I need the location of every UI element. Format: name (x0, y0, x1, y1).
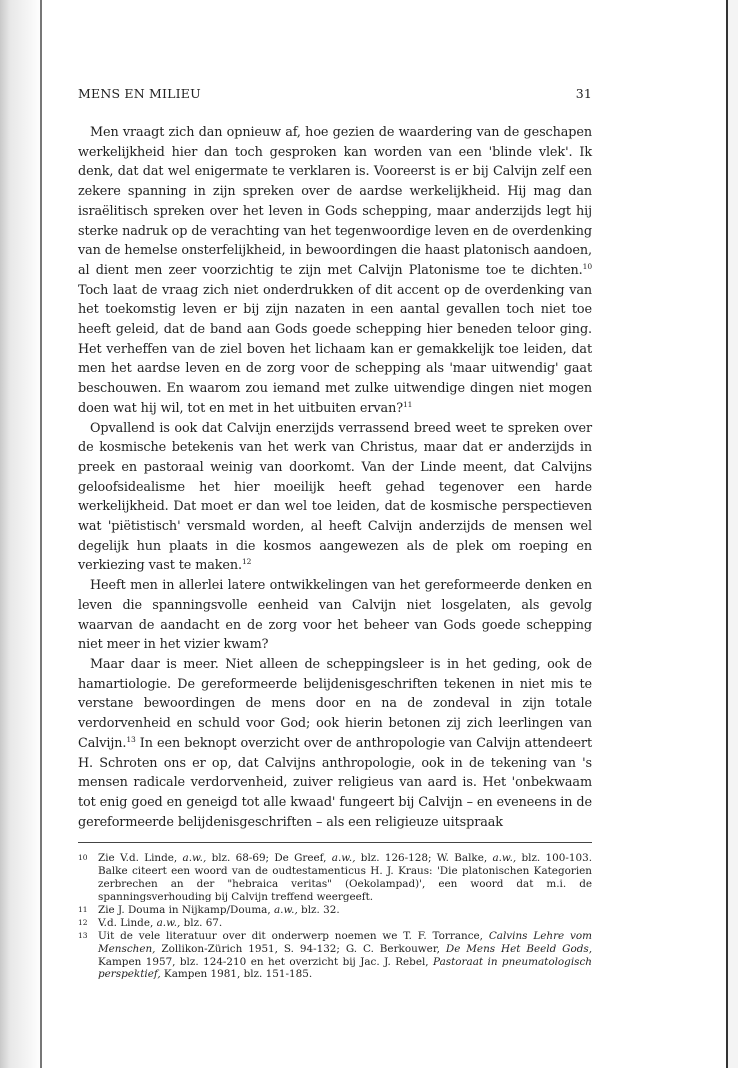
footnote (78, 930, 592, 982)
scan-right-margin (728, 0, 738, 1068)
body-text (78, 123, 592, 832)
footnote-number: 13 (78, 930, 88, 940)
running-head-title: MENS EN MILIEU (78, 86, 201, 101)
footnote (78, 917, 592, 930)
body-paragraph (78, 576, 592, 655)
footnote-text-run: blz. 100-103. Balke citeert een woord van de oudtestamenticus H. J. Kraus: 'Die platonischen Kategorien zerbrechen an der "hebraica veritas" (Oekolampad)', een woord dat m.i. de spanningsverhouding bij Calvijn treffend weergeeft. (98, 852, 593, 904)
footnote-italic-title: a.w., (156, 916, 181, 929)
footnote-reference: 13 (126, 734, 136, 744)
footnote-text-run: Kampen 1981, blz. 151-185. (160, 968, 313, 981)
footnote-number: 12 (78, 917, 88, 927)
footnote-text-run: blz. 68-69; De Greef, (206, 852, 332, 865)
footnote-reference: 12 (242, 557, 252, 567)
footnote-number: 11 (78, 904, 88, 914)
footnote-italic-title: a.w., (273, 903, 298, 916)
body-paragraph (78, 655, 592, 832)
footnote (78, 904, 592, 917)
paragraph-text: Opvallend is ook dat Calvijn enerzijds verrassend breed weet te spreken over de kosmische betekenis van het werk van Christus, maar dat er anderzijds in preek en pastoraal weinig van doorkomt. Van der Linde meent, dat Calvijns geloofsidealisme het hier moeilijk heeft gehad tegenover een harde werkelijkheid. Dat moet er dan wel toe leiden, dat de kosmische perspectieven wat 'piëtistisch' versmald worden, al heeft Calvijn anderzijds de mensen wel degelijk hun plaats in die kosmos aangewezen als de plek om roeping en verkiezing vast te maken. (78, 420, 592, 574)
footnote-text-run: blz. 67. (180, 916, 223, 929)
paragraph-text: Toch laat de vraag zich niet onderdrukken of dit accent op de overdenking van het toekomstig leven er bij zijn nazaten in een aantal gevallen toch niet toe heeft geleid, dat de band aan Gods goede schepping hier beneden teloor ging. Het verheffen van de ziel boven het lichaam kan er gemakkelijk toe leiden, dat men het aardse leven en de zorg voor de schepping als 'maar uitwendig' gaat beschouwen. En waarom zou iemand met zulke uitwendige dingen niet mogen doen wat hij wil, tot en met in het uitbuiten ervan? (78, 282, 592, 416)
footnote-text (98, 904, 592, 917)
footnote-text (98, 852, 592, 904)
footnote-text-run: Zollikon-Zürich 1951, S. 94-132; G. C. Berkouwer, (155, 942, 446, 955)
page-left-shadow (0, 0, 42, 1068)
footnote-italic-title: a.w., (182, 852, 207, 865)
footnote-text-run: Zie J. Douma in Nijkamp/Douma, (98, 903, 274, 916)
paragraph-text: Heeft men in allerlei latere ontwikkelingen van het gereformeerde denken en leven die spanningsvolle eenheid van Calvijn niet losgelaten, als gevolg waarvan de aandacht en de zorg voor het beheer van Gods goede schepping niet meer in het vizier kwam? (78, 578, 592, 653)
footnote-italic-title: De Mens Het Beeld Gods, (445, 942, 592, 955)
footnotes (78, 852, 592, 981)
footnote-text (98, 917, 592, 930)
footnote-italic-title: Pastoraat in pneumatologisch perspektief, (98, 955, 592, 981)
footnote-text (98, 930, 592, 982)
running-head (78, 86, 592, 101)
footnote-text-run: blz. 126-128; W. Balke, (355, 852, 493, 865)
footnote-text-run: Kampen 1957, blz. 124-210 en het overzicht bij Jac. J. Rebel, (98, 955, 434, 968)
footnote-text-run: Zie V.d. Linde, (98, 852, 183, 865)
body-paragraph (78, 123, 592, 419)
book-page (78, 86, 592, 981)
paragraph-text: Maar daar is meer. Niet alleen de scheppingsleer is in het geding, ook de hamartiologie. De gereformeerde belijdenisgeschriften tekenen in niet mis te verstane bewoordingen de mens door en na de zondeval in zijn totale verdorvenheid en schuld voor God; ook hierin betonen zij zich leerlingen van Calvijn. (78, 656, 592, 751)
footnote-italic-title: a.w., (331, 852, 356, 865)
footnote-text-run: Uit de vele literatuur over dit onderwerp noemen we T. F. Torrance, (98, 929, 489, 942)
footnote (78, 852, 592, 904)
footnote-reference: 11 (402, 399, 413, 409)
footnote-italic-title: Calvins Lehre vom Menschen, (98, 929, 592, 955)
footnote-text-run: blz. 32. (297, 903, 340, 916)
footnote-reference: 10 (582, 261, 592, 271)
binding-edge-line (40, 0, 42, 1068)
page-number: 31 (575, 86, 592, 101)
footnote-text-run: V.d. Linde, (98, 916, 157, 929)
body-paragraph (78, 419, 592, 577)
footnote-italic-title: a.w., (492, 852, 517, 865)
footnote-separator (78, 842, 592, 843)
footnote-number: 10 (78, 853, 88, 863)
paragraph-text: In een beknopt overzicht over de anthropologie van Calvijn attendeert H. Schroten ons er op, dat Calvijns anthropologie, ook in de tekening van 's mensen radicale verdorvenheid, zuiver religieus van aard is. Het 'onbekwaam tot enig goed en geneigd tot alle kwaad' fungeert bij Calvijn – en eveneens in de gereformeerde belijdenisgeschriften – als een religieuze uitspraak (78, 735, 592, 830)
paragraph-text: Men vraagt zich dan opnieuw af, hoe gezien de waardering van de geschapen werkelijkheid hier dan toch gesproken kan worden van een 'blinde vlek'. Ik denk, dat dat wel enigermate te verklaren is. Vooreerst is er bij Calvijn zelf een zekere spanning in zijn spreken over de aardse werkelijkheid. Hij mag dan israëlitisch spreken over het leven in Gods schepping, maar anderzijds legt hij sterke nadruk op de verachting van het tegenwoordige leven en de overdenking van de hemelse onsterfelijkheid, in bewoordingen die haast platonisch aandoen, al dient men zeer voorzichtig te zijn met Calvijn Platonisme toe te dichten. (78, 125, 592, 278)
